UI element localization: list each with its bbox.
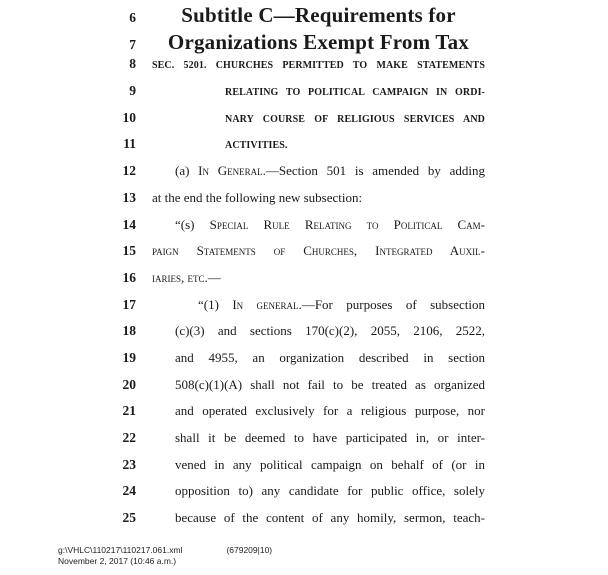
line-text [152, 457, 485, 473]
footer-code: (679209|10) [226, 545, 273, 555]
text-run: .—For purposes of subsection [298, 296, 485, 312]
doc-line [88, 3, 485, 30]
text-run: .—Section 501 is amended by adding [262, 163, 485, 179]
line-text [152, 3, 485, 28]
doc-line [88, 83, 485, 110]
doc-line [88, 403, 485, 430]
doc-line [88, 350, 485, 377]
doc-line [88, 430, 485, 457]
line-text [152, 60, 485, 71]
doc-line [88, 243, 485, 270]
doc-line [88, 323, 485, 350]
doc-line [88, 483, 485, 510]
line-text [152, 323, 485, 339]
text-run: and operated exclusively for a religious purpose, nor [175, 403, 485, 419]
text-run: vened in any political campaign on behalf of (or in [175, 456, 485, 472]
text-run: “(1) [198, 296, 233, 312]
text-run: NARY COURSE OF RELIGIOUS SERVICES AND [225, 113, 485, 125]
text-run: because of the content of any homily, sermon, teach- [175, 510, 485, 526]
text-run: at the end the following new subsection: [152, 189, 363, 205]
line-text [152, 350, 485, 366]
footer-date: November 2, 2017 (10:46 a.m.) [58, 555, 177, 566]
line-text [152, 297, 485, 313]
line-number: 15 [122, 243, 136, 259]
doc-line [88, 270, 485, 297]
line-number: 13 [122, 189, 136, 205]
text-run: Subtitle C—Requirements for [181, 3, 456, 27]
doc-line [88, 190, 485, 217]
line-text [152, 217, 485, 233]
line-number: 8 [129, 56, 136, 72]
line-number: 6 [129, 10, 136, 25]
text-run: “(s) [175, 216, 210, 232]
line-text [152, 163, 485, 179]
line-number: 20 [122, 376, 136, 392]
line-text [152, 140, 485, 151]
text-run: opposition to) any candidate for public office, solely [175, 483, 485, 499]
line-number: 24 [122, 483, 136, 499]
small-caps-run: iaries, etc.— [152, 269, 221, 285]
line-number: 19 [122, 349, 136, 365]
doc-line [88, 297, 485, 324]
line-number: 23 [122, 456, 136, 472]
doc-line [88, 377, 485, 404]
text-run: Organizations Exempt From Tax [167, 29, 470, 54]
line-text [152, 190, 485, 206]
line-number: 18 [122, 323, 136, 339]
text-run: RELATING TO POLITICAL CAMPAIGN IN ORDI- [225, 87, 485, 99]
text-run: (c)(3) and sections 170(c)(2), 2055, 2106, 2522, [175, 323, 485, 339]
doc-line [88, 510, 485, 537]
line-text [152, 87, 485, 98]
footer-file-row [58, 545, 272, 556]
text-run: SEC. 5201. CHURCHES PERMITTED TO MAKE STATEMENTS [152, 60, 485, 72]
line-text [152, 270, 485, 286]
line-text [152, 403, 485, 419]
line-number: 22 [122, 430, 136, 445]
line-number: 9 [129, 83, 136, 99]
text-run: ACTIVITIES. [225, 140, 288, 152]
line-number: 7 [129, 36, 136, 52]
line-text [152, 483, 485, 499]
line-number: 21 [122, 403, 136, 419]
page-footer [58, 545, 272, 566]
doc-line [88, 163, 485, 190]
line-number: 11 [123, 136, 136, 152]
line-number: 14 [122, 216, 136, 232]
footer-file-path: g:\VHLC\110217\110217.061.xml [58, 545, 183, 555]
small-caps-run: Special Rule Relating to Political Cam- [209, 216, 485, 232]
text-run: 508(c)(1)(A) shall not fail to be treated as organized [175, 376, 485, 392]
line-number: 10 [122, 109, 136, 125]
line-number: 25 [122, 510, 136, 526]
small-caps-run: In General [198, 163, 263, 179]
doc-line [88, 136, 485, 163]
line-text [152, 243, 485, 259]
line-text [152, 510, 485, 526]
doc-line [88, 30, 485, 57]
line-text [152, 430, 485, 446]
text-run: shall it be deemed to have participated in, or inter- [175, 430, 485, 445]
doc-line [88, 56, 485, 83]
line-number: 16 [122, 269, 136, 285]
line-text [152, 30, 485, 55]
doc-line [88, 457, 485, 484]
small-caps-run: In general [232, 296, 299, 312]
line-number: 17 [122, 296, 136, 312]
text-run: and 4955, an organization described in section [175, 349, 485, 365]
line-text [152, 114, 485, 125]
doc-line [88, 217, 485, 244]
small-caps-run: paign Statements of Churches, Integrated Auxil- [152, 243, 485, 259]
doc-line [88, 110, 485, 137]
line-number: 12 [122, 163, 136, 179]
legislative-text-block [88, 3, 485, 537]
text-run: (a) [175, 163, 199, 179]
line-text [152, 377, 485, 393]
